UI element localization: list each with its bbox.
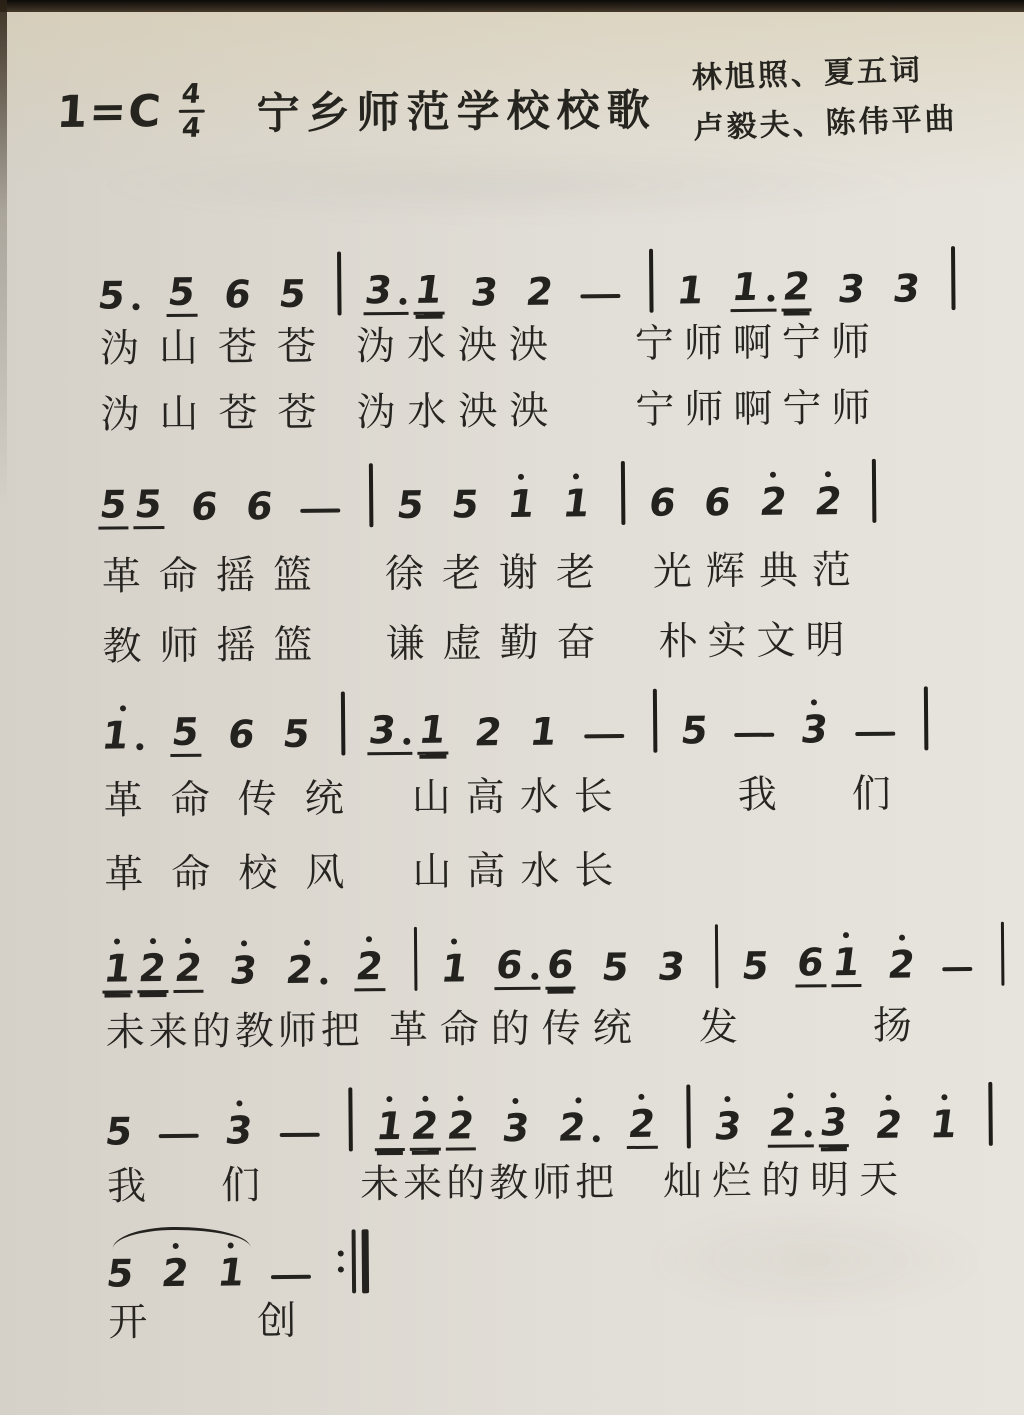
lyric-group: 徐老谢老 [384, 550, 614, 598]
note-1: 1 [216, 1242, 247, 1294]
note-2: 2 [757, 472, 788, 524]
note-2: 2 [410, 1096, 441, 1151]
octave-dot [185, 938, 191, 944]
octave-dot [228, 1242, 234, 1248]
duration-dash [271, 1275, 311, 1279]
note-1: 1 [413, 260, 444, 315]
octave-dot [120, 705, 126, 711]
note-5: 5 [276, 271, 310, 317]
octave-dot [787, 1093, 793, 1099]
lyric-group: 沩山苍苍 [100, 390, 337, 438]
note-2: 2 [556, 1097, 602, 1149]
dotted-note-dot [804, 1130, 811, 1137]
note-2: 2 [137, 938, 168, 993]
note-2: 2 [873, 1095, 904, 1147]
octave-dot [573, 473, 579, 479]
note-6: 6 [221, 272, 254, 317]
octave-dot [366, 936, 372, 942]
note-1: 1 [730, 257, 776, 312]
lyrics-line-2-verse-1 [0, 538, 1023, 603]
lyric-group: 创 [257, 1298, 297, 1345]
time-signature [178, 78, 205, 144]
note-1: 1 [929, 1094, 960, 1146]
octave-dot [811, 699, 817, 705]
note-5: 5 [280, 711, 313, 757]
note-1: 1 [527, 709, 560, 754]
note-3: 3 [818, 1092, 849, 1147]
note-3: 3 [367, 700, 413, 755]
page-title: 宁乡师范学校校歌 [256, 85, 657, 140]
octave-dot [576, 1097, 582, 1103]
time-signature-numerator: 4 [180, 78, 203, 110]
note-5: 5 [739, 943, 772, 989]
note-3: 3 [799, 699, 830, 751]
composer-credit: 卢毅夫、陈伟平曲 [693, 100, 959, 146]
note-6: 6 [795, 932, 826, 987]
lyricist-credit: 林旭照、夏五词 [691, 52, 924, 97]
note-2: 2 [284, 940, 330, 992]
barline [872, 459, 877, 523]
lyric-group: 革命校风 [104, 850, 373, 898]
barline [715, 924, 719, 988]
lyric-group: 宁师啊宁师 [634, 319, 881, 367]
octave-dot [457, 1095, 463, 1101]
notation-line-5 [3, 1076, 1024, 1155]
note-3: 3 [835, 266, 868, 312]
lyrics-line-1-verse-2 [0, 376, 1022, 441]
dotted-note-dot [767, 295, 774, 302]
note-5: 5 [98, 474, 129, 529]
octave-dot [241, 940, 247, 946]
note-5: 5 [133, 474, 164, 529]
octave-dot [513, 1098, 519, 1104]
note-6: 6 [494, 935, 540, 990]
octave-dot [387, 1096, 393, 1102]
octave-dot [724, 1096, 730, 1102]
lyric-group: 未来的教师把 [359, 1160, 619, 1208]
lyric-group: 革命传统 [103, 776, 373, 824]
note-3: 3 [468, 270, 501, 315]
note-2: 2 [627, 1094, 658, 1149]
lyric-group: 们 [220, 1163, 261, 1209]
lyric-group: 沩水泱泱 [356, 388, 561, 436]
lyric-group: 灿烂的明天 [662, 1157, 909, 1205]
note-5: 5 [599, 944, 632, 990]
note-5: 5 [96, 265, 142, 317]
lyrics-line-1-verse-1 [0, 310, 1021, 375]
note-3: 3 [890, 266, 924, 311]
note-1: 1 [674, 268, 707, 313]
lyric-group: 宁师啊宁师 [635, 385, 881, 433]
note-6: 6 [701, 480, 734, 525]
barline [1001, 922, 1005, 986]
octave-dot [451, 938, 457, 944]
barline [414, 927, 418, 991]
barline [348, 1087, 353, 1151]
note-2: 2 [886, 934, 917, 986]
dotted-note-dot [531, 973, 538, 980]
note-2: 2 [160, 1243, 191, 1295]
note-6: 6 [225, 712, 258, 757]
title-line [57, 77, 657, 143]
octave-dot [150, 938, 156, 944]
note-2: 2 [767, 1092, 813, 1147]
lyrics-line-6 [5, 1284, 1024, 1349]
note-5: 5 [170, 702, 201, 757]
lyric-group: 教师摇篮 [102, 622, 331, 670]
octave-dot [639, 1094, 645, 1100]
note-3: 3 [363, 260, 409, 315]
note-1: 1 [439, 938, 470, 990]
lyric-group: 我 [737, 772, 778, 819]
lyric-group: 扬 [872, 1003, 913, 1049]
key-signature: 1=C [55, 86, 165, 138]
lyric-group: 未来的教师把 [105, 1008, 365, 1056]
duration-dash [734, 733, 774, 737]
barline [686, 1084, 691, 1148]
duration-dash [159, 1134, 199, 1138]
note-5: 5 [102, 1109, 136, 1154]
lyric-group: 革命的传统 [388, 1005, 645, 1054]
note-1: 1 [100, 705, 146, 757]
lyrics-line-2-verse-2 [0, 608, 1024, 673]
octave-dot [304, 940, 310, 946]
note-1: 1 [561, 473, 592, 525]
note-2: 2 [523, 269, 556, 314]
note-5: 5 [677, 708, 711, 753]
lyric-group: 谦虚勤奋 [385, 620, 614, 668]
notation-line-1 [0, 240, 1021, 319]
note-3: 3 [654, 944, 688, 989]
octave-dot [422, 1096, 428, 1102]
octave-dot [114, 938, 120, 944]
note-3: 3 [228, 940, 259, 992]
barline [649, 249, 654, 313]
duration-dash [300, 508, 340, 512]
barline [341, 691, 346, 755]
note-1: 1 [831, 932, 862, 987]
octave-dot [830, 1092, 836, 1098]
octave-dot [518, 474, 524, 480]
lyric-group: 山高水长 [412, 847, 629, 895]
lyric-group: 们 [851, 771, 892, 818]
note-2: 2 [445, 1095, 476, 1150]
dotted-note-dot [137, 743, 144, 750]
lyric-group: 沩水泱泱 [355, 322, 561, 370]
note-3: 3 [712, 1096, 743, 1148]
dotted-note-dot [400, 298, 407, 305]
lyric-group: 发 [698, 1005, 739, 1051]
lyrics-line-3-verse-2 [1, 836, 1024, 901]
dotted-note-dot [321, 978, 328, 985]
note-2: 2 [354, 936, 385, 991]
barline [923, 686, 928, 750]
lyric-group: 光辉典范 [652, 547, 866, 595]
note-2: 2 [813, 471, 844, 523]
note-6: 6 [645, 480, 679, 525]
notation-line-2 [0, 452, 1022, 531]
octave-dot [770, 472, 776, 478]
lyrics-line-5 [4, 1148, 1024, 1213]
octave-dot [825, 471, 831, 477]
note-3: 3 [501, 1098, 532, 1150]
duration-dash [584, 734, 624, 738]
note-1: 1 [417, 700, 448, 755]
barline [369, 463, 374, 527]
octave-dot [899, 935, 905, 941]
note-2: 2 [173, 938, 204, 993]
barline [337, 251, 342, 315]
octave-dot [236, 1100, 242, 1106]
barline [620, 461, 625, 525]
note-6: 6 [188, 484, 221, 529]
note-3: 3 [224, 1100, 255, 1152]
note-5: 5 [167, 262, 198, 317]
octave-dot [172, 1243, 178, 1249]
dotted-note-dot [404, 738, 411, 745]
lyric-group: 山高水长 [411, 773, 629, 821]
note-6: 6 [545, 934, 576, 989]
duration-dash [942, 967, 972, 971]
lyrics-line-4 [3, 994, 1024, 1059]
octave-dot [843, 932, 849, 938]
duration-dash [855, 732, 895, 736]
note-5: 5 [105, 1243, 136, 1295]
notation-line-3 [0, 680, 1024, 759]
barline [988, 1082, 993, 1146]
lyric-group: 朴实文明 [658, 618, 855, 665]
octave-dot [941, 1094, 947, 1100]
note-5: 5 [449, 482, 482, 527]
note-2: 2 [781, 256, 812, 311]
credits [691, 44, 958, 153]
note-1: 1 [506, 474, 537, 526]
end-repeat-barline [338, 1229, 370, 1293]
note-1: 1 [374, 1096, 405, 1151]
dotted-note-dot [133, 303, 140, 310]
duration-dash [280, 1133, 320, 1137]
lyric-group: 开 [108, 1300, 148, 1346]
note-6: 6 [243, 484, 276, 529]
note-5: 5 [394, 482, 427, 528]
lyric-group: 沩山苍苍 [99, 324, 337, 372]
lyrics-line-3-verse-1 [1, 762, 1024, 827]
notation-line-4 [2, 916, 1024, 995]
barline [652, 689, 657, 753]
lyric-group: 我 [106, 1164, 147, 1210]
octave-dot [886, 1095, 892, 1101]
note-2: 2 [472, 710, 505, 755]
dotted-note-dot [593, 1135, 600, 1142]
duration-dash [580, 294, 620, 298]
lyric-group: 革命摇篮 [101, 552, 331, 600]
time-signature-denominator: 4 [180, 112, 203, 144]
note-1: 1 [102, 938, 133, 993]
barline [951, 246, 956, 310]
